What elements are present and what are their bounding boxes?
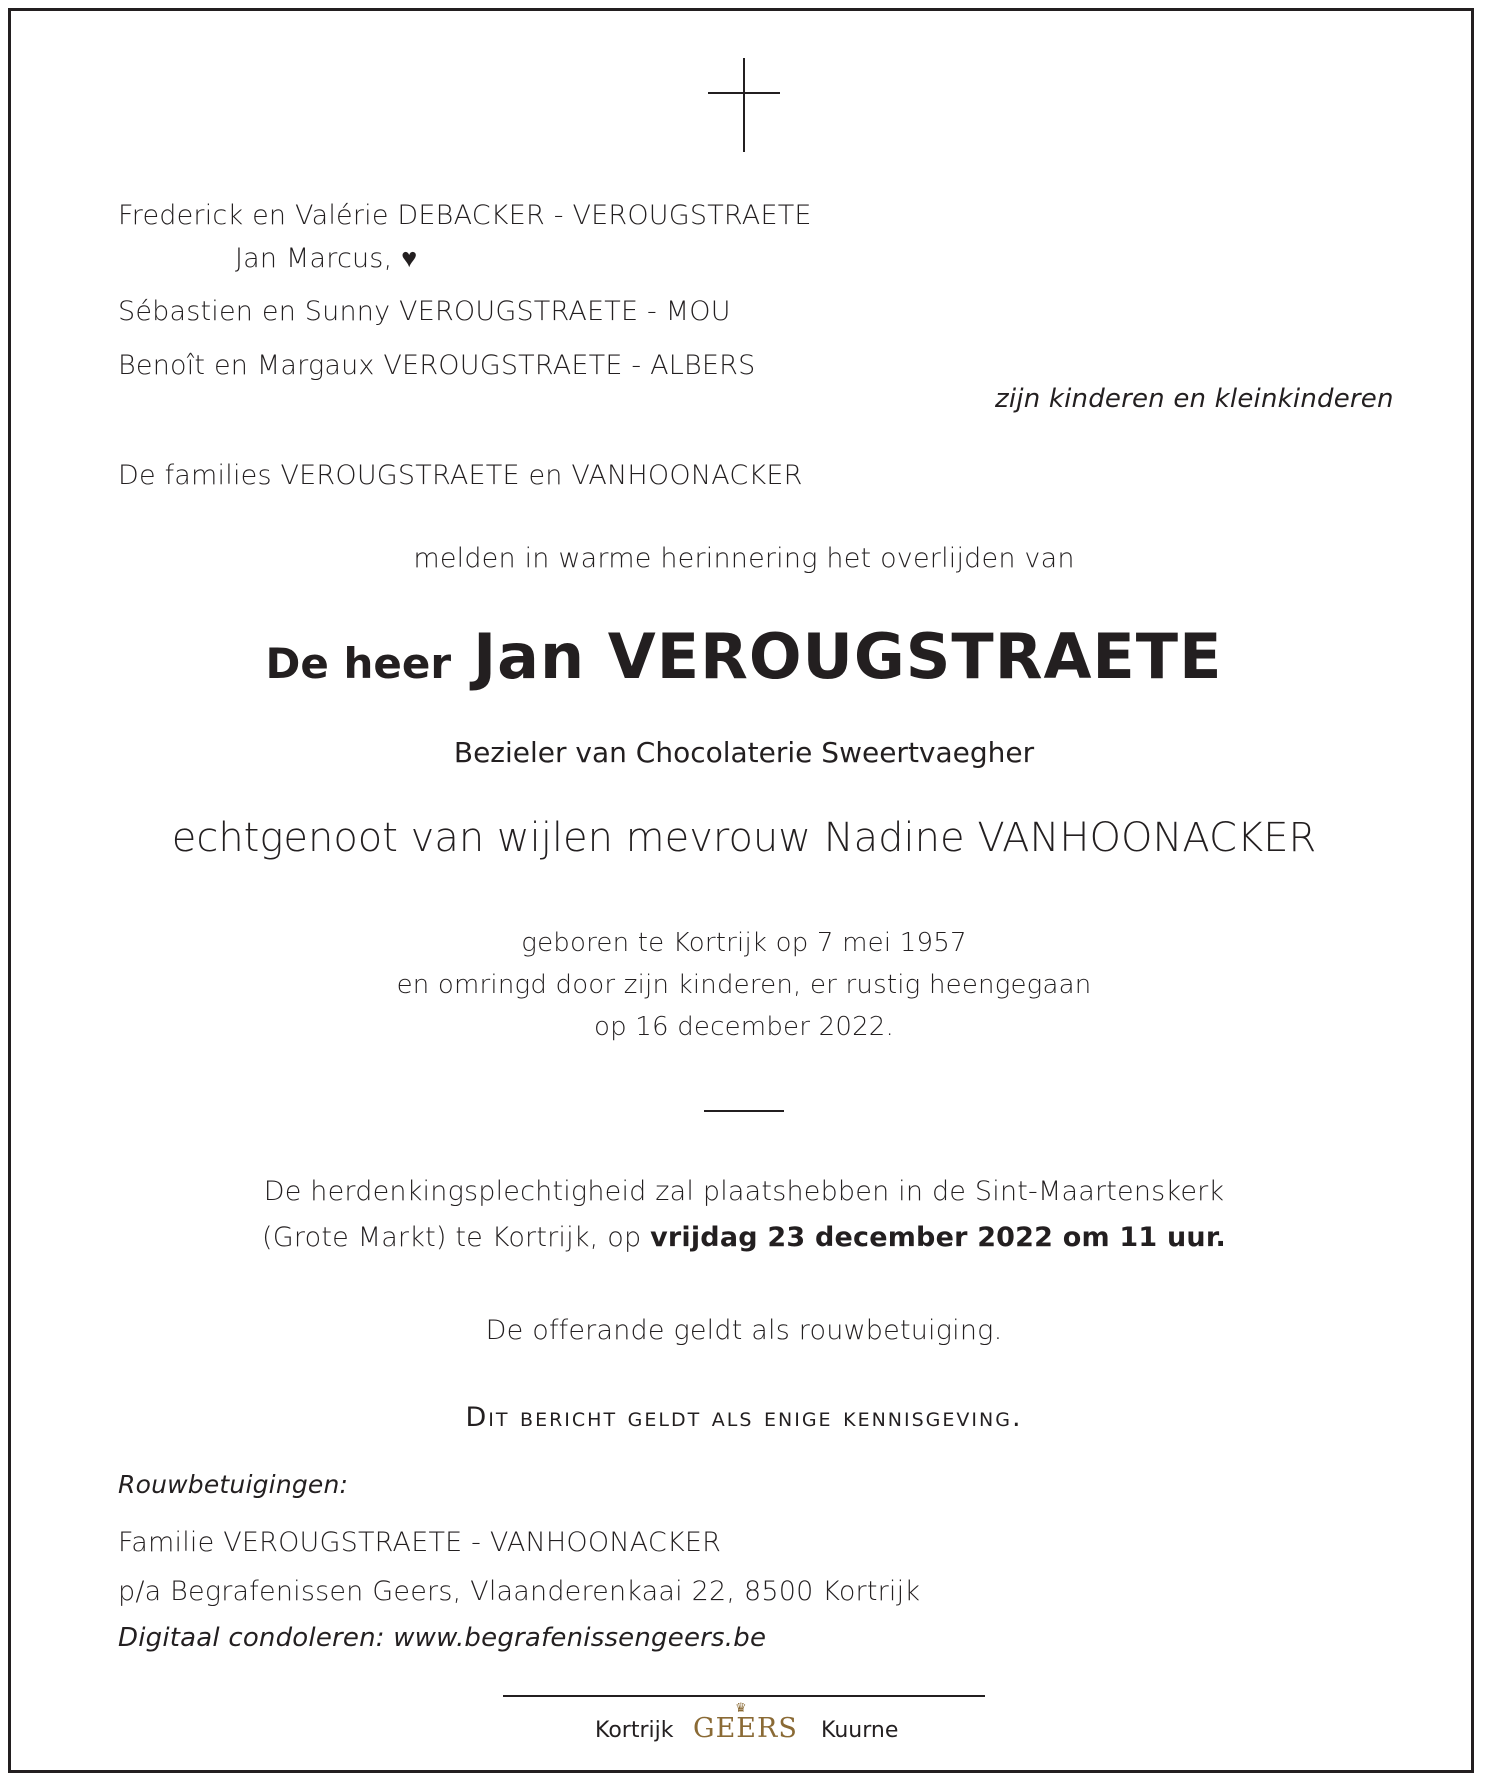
family-line-2: Sébastien en Sunny VEROUGSTRAETE - MOU	[118, 296, 731, 327]
divider	[704, 1110, 784, 1112]
page-frame	[8, 8, 1474, 1773]
condolences-address: p/a Begrafenissen Geers, Vlaanderenkaai 22, 8500 Kortrijk	[118, 1576, 921, 1607]
condolences-family: Familie VEROUGSTRAETE - VANHOONACKER	[118, 1527, 722, 1558]
footer-location-right: Kuurne	[821, 1718, 899, 1743]
family-line-3: Benoît en Margaux VEROUGSTRAETE - ALBERS	[118, 350, 756, 381]
birth-line: geboren te Kortrijk op 7 mei 1957	[521, 928, 967, 958]
cross-icon	[743, 58, 745, 152]
cross-icon-bar	[708, 92, 780, 94]
families-line: De families VEROUGSTRAETE en VANHOONACKER	[118, 460, 803, 491]
offering-line: De offerande geldt als rouwbetuiging.	[485, 1315, 1003, 1346]
footer-location-left: Kortrijk	[595, 1718, 674, 1743]
death-date: op 16 december 2022.	[593, 1012, 895, 1042]
ceremony-line-2	[0, 1222, 1488, 1253]
spouse-line: echtgenoot van wijlen mevrouw Nadine VANHOONACKER	[171, 815, 1317, 861]
family-relation: zijn kinderen en kleinkinderen	[995, 384, 1394, 414]
ceremony-date: vrijdag 23 december 2022 om 11 uur.	[650, 1222, 1226, 1253]
crown-icon: ♛	[735, 1701, 747, 1716]
deceased-role: Bezieler van Chocolaterie Sweertvaegher	[453, 736, 1035, 769]
announcement-intro: melden in warme herinnering het overlijden van	[413, 543, 1075, 574]
deceased-name: Jan VEROUGSTRAETE	[473, 620, 1223, 693]
family-line-1-sub: Jan Marcus, ♥	[235, 243, 418, 274]
footer-rule	[503, 1695, 985, 1697]
ceremony-line-2-prefix: (Grote Markt) te Kortrijk, op	[262, 1222, 651, 1253]
honorific: De heer	[265, 639, 452, 688]
passed-line: en omringd door zijn kinderen, er rustig heengegaan	[396, 970, 1092, 1000]
family-line-1: Frederick en Valérie DEBACKER - VEROUGSTRAETE	[118, 200, 812, 231]
digital-condolences: Digitaal condoleren: www.begrafenissengeers.be	[118, 1623, 767, 1653]
geers-logo: GEERS	[693, 1713, 798, 1744]
ceremony-line-1: De herdenkingsplechtigheid zal plaatshebben in de Sint-Maartenskerk	[263, 1176, 1225, 1207]
deceased-name-block	[0, 620, 1488, 693]
notice-line: Dit bericht geldt als enige kennisgeving.	[465, 1402, 1023, 1433]
condolences-heading: Rouwbetuigingen:	[118, 1470, 349, 1499]
